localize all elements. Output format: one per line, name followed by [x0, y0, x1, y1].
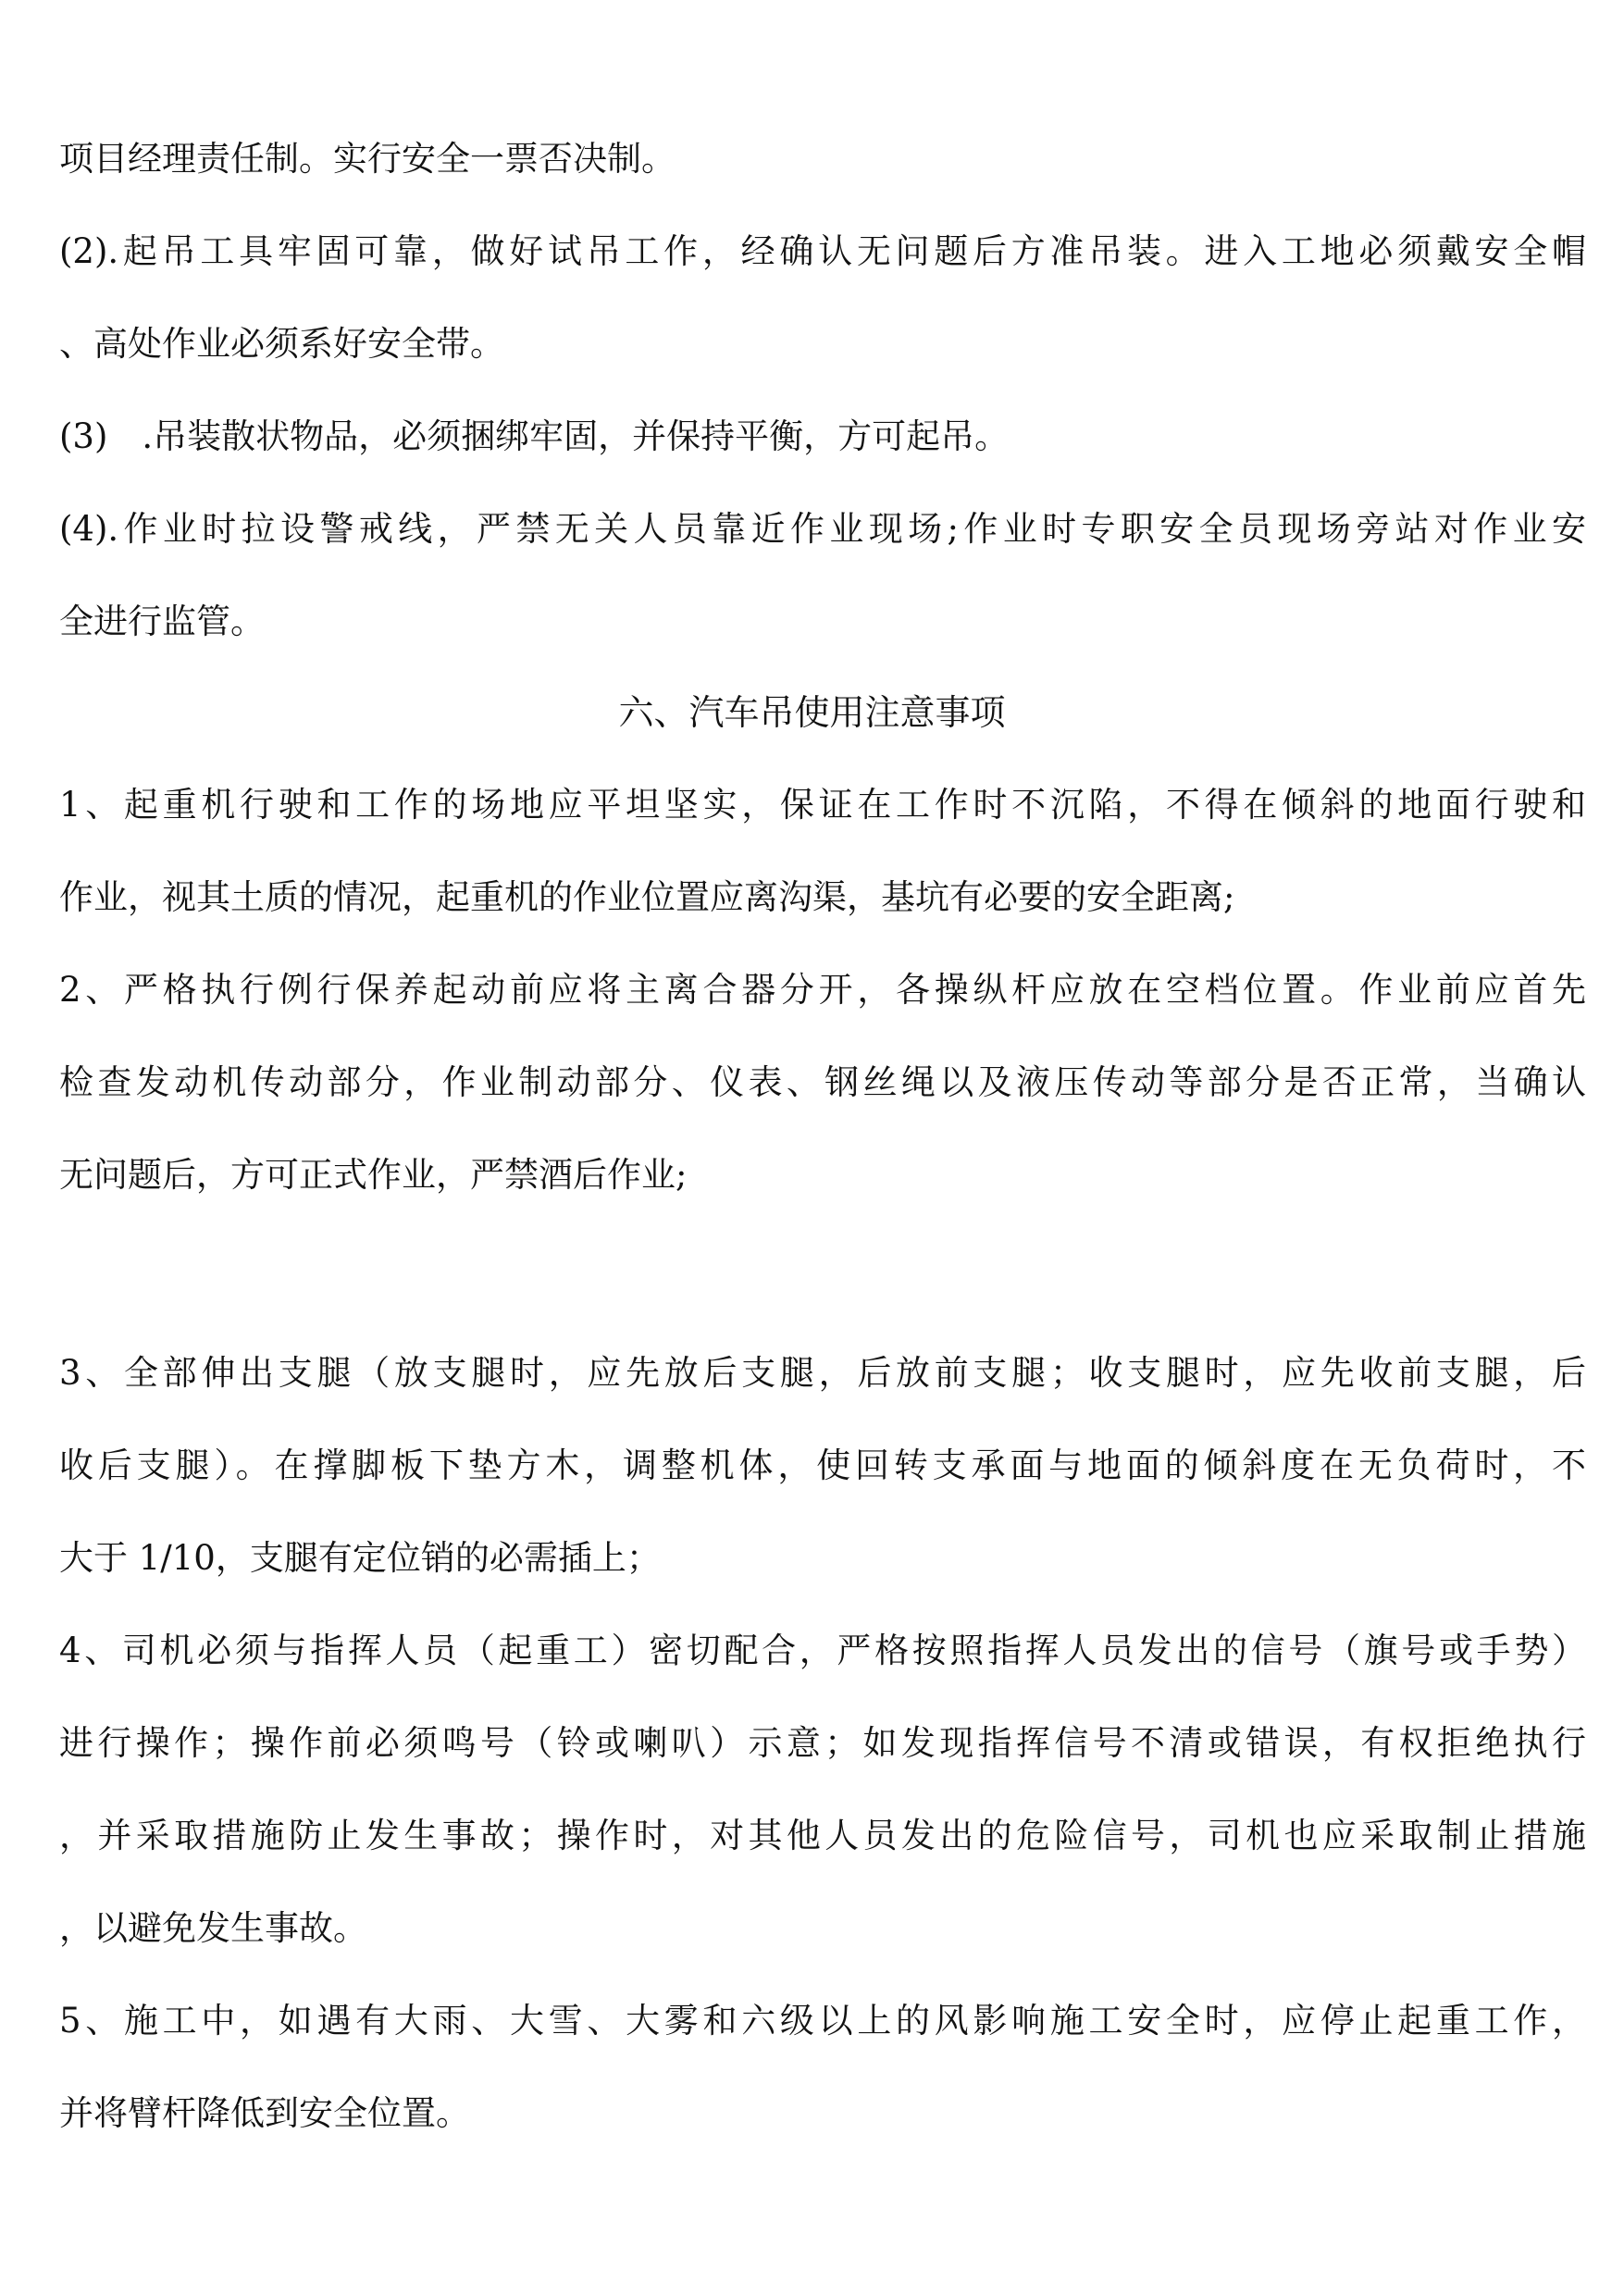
text-line: (2).起吊工具牢固可靠，做好试吊工作，经确认无问题后方准吊装。进入工地必须戴安全帽 — [59, 231, 1586, 271]
text-line: 收后支腿）。在撑脚板下垫方木，调整机体，使回转支承面与地面的倾斜度在无负荷时，不 — [59, 1445, 1586, 1485]
text-line: 项目经理责任制。实行安全一票否决制。 — [59, 139, 676, 179]
text-line: 4、司机必须与指挥人员（起重工）密切配合，严格按照指挥人员发出的信号（旗号或手势） — [59, 1631, 1586, 1670]
text-line: 检查发动机传动部分，作业制动部分、仪表、钢丝绳以及液压传动等部分是否正常，当确认 — [59, 1062, 1586, 1102]
text-line: (4).作业时拉设警戒线，严禁无关人员靠近作业现场;作业时专职安全员现场旁站对作业安 — [59, 509, 1586, 549]
text-line: (3) .吊装散状物品，必须捆绑牢固，并保持平衡，方可起吊。 — [59, 416, 1010, 456]
text-line: 进行操作；操作前必须鸣号（铃或喇叭）示意；如发现指挥信号不清或错误，有权拒绝执行 — [59, 1723, 1586, 1763]
text-line: 、高处作业必须系好安全带。 — [59, 324, 504, 364]
text-line: 1、起重机行驶和工作的场地应平坦坚实，保证在工作时不沉陷，不得在倾斜的地面行驶和 — [59, 785, 1586, 825]
text-line: 2、严格执行例行保养起动前应将主离合器分开，各操纵杆应放在空档位置。作业前应首先 — [59, 970, 1586, 1010]
text-line: 无问题后，方可正式作业，严禁酒后作业; — [59, 1155, 688, 1195]
section-heading: 六、汽车吊使用注意事项 — [618, 692, 1006, 733]
text-line: 并将臂杆降低到安全位置。 — [59, 2093, 470, 2133]
text-line: 3、全部伸出支腿（放支腿时，应先放后支腿，后放前支腿；收支腿时，应先收前支腿，后 — [59, 1353, 1586, 1393]
text-line: ，以避免发生事故。 — [59, 1908, 367, 1948]
text-line: 大于 1/10，支腿有定位销的必需插上； — [59, 1538, 661, 1578]
text-line: 全进行监管。 — [59, 602, 265, 641]
text-line: ，并采取措施防止发生事故；操作时，对其他人员发出的危险信号，司机也应采取制止措施 — [59, 1816, 1586, 1855]
text-line: 5、施工中，如遇有大雨、大雪、大雾和六级以上的风影响施工安全时，应停止起重工作， — [59, 2001, 1586, 2041]
text-line: 作业，视其土质的情况，起重机的作业位置应离沟渠，基坑有必要的安全距离; — [59, 877, 1235, 917]
